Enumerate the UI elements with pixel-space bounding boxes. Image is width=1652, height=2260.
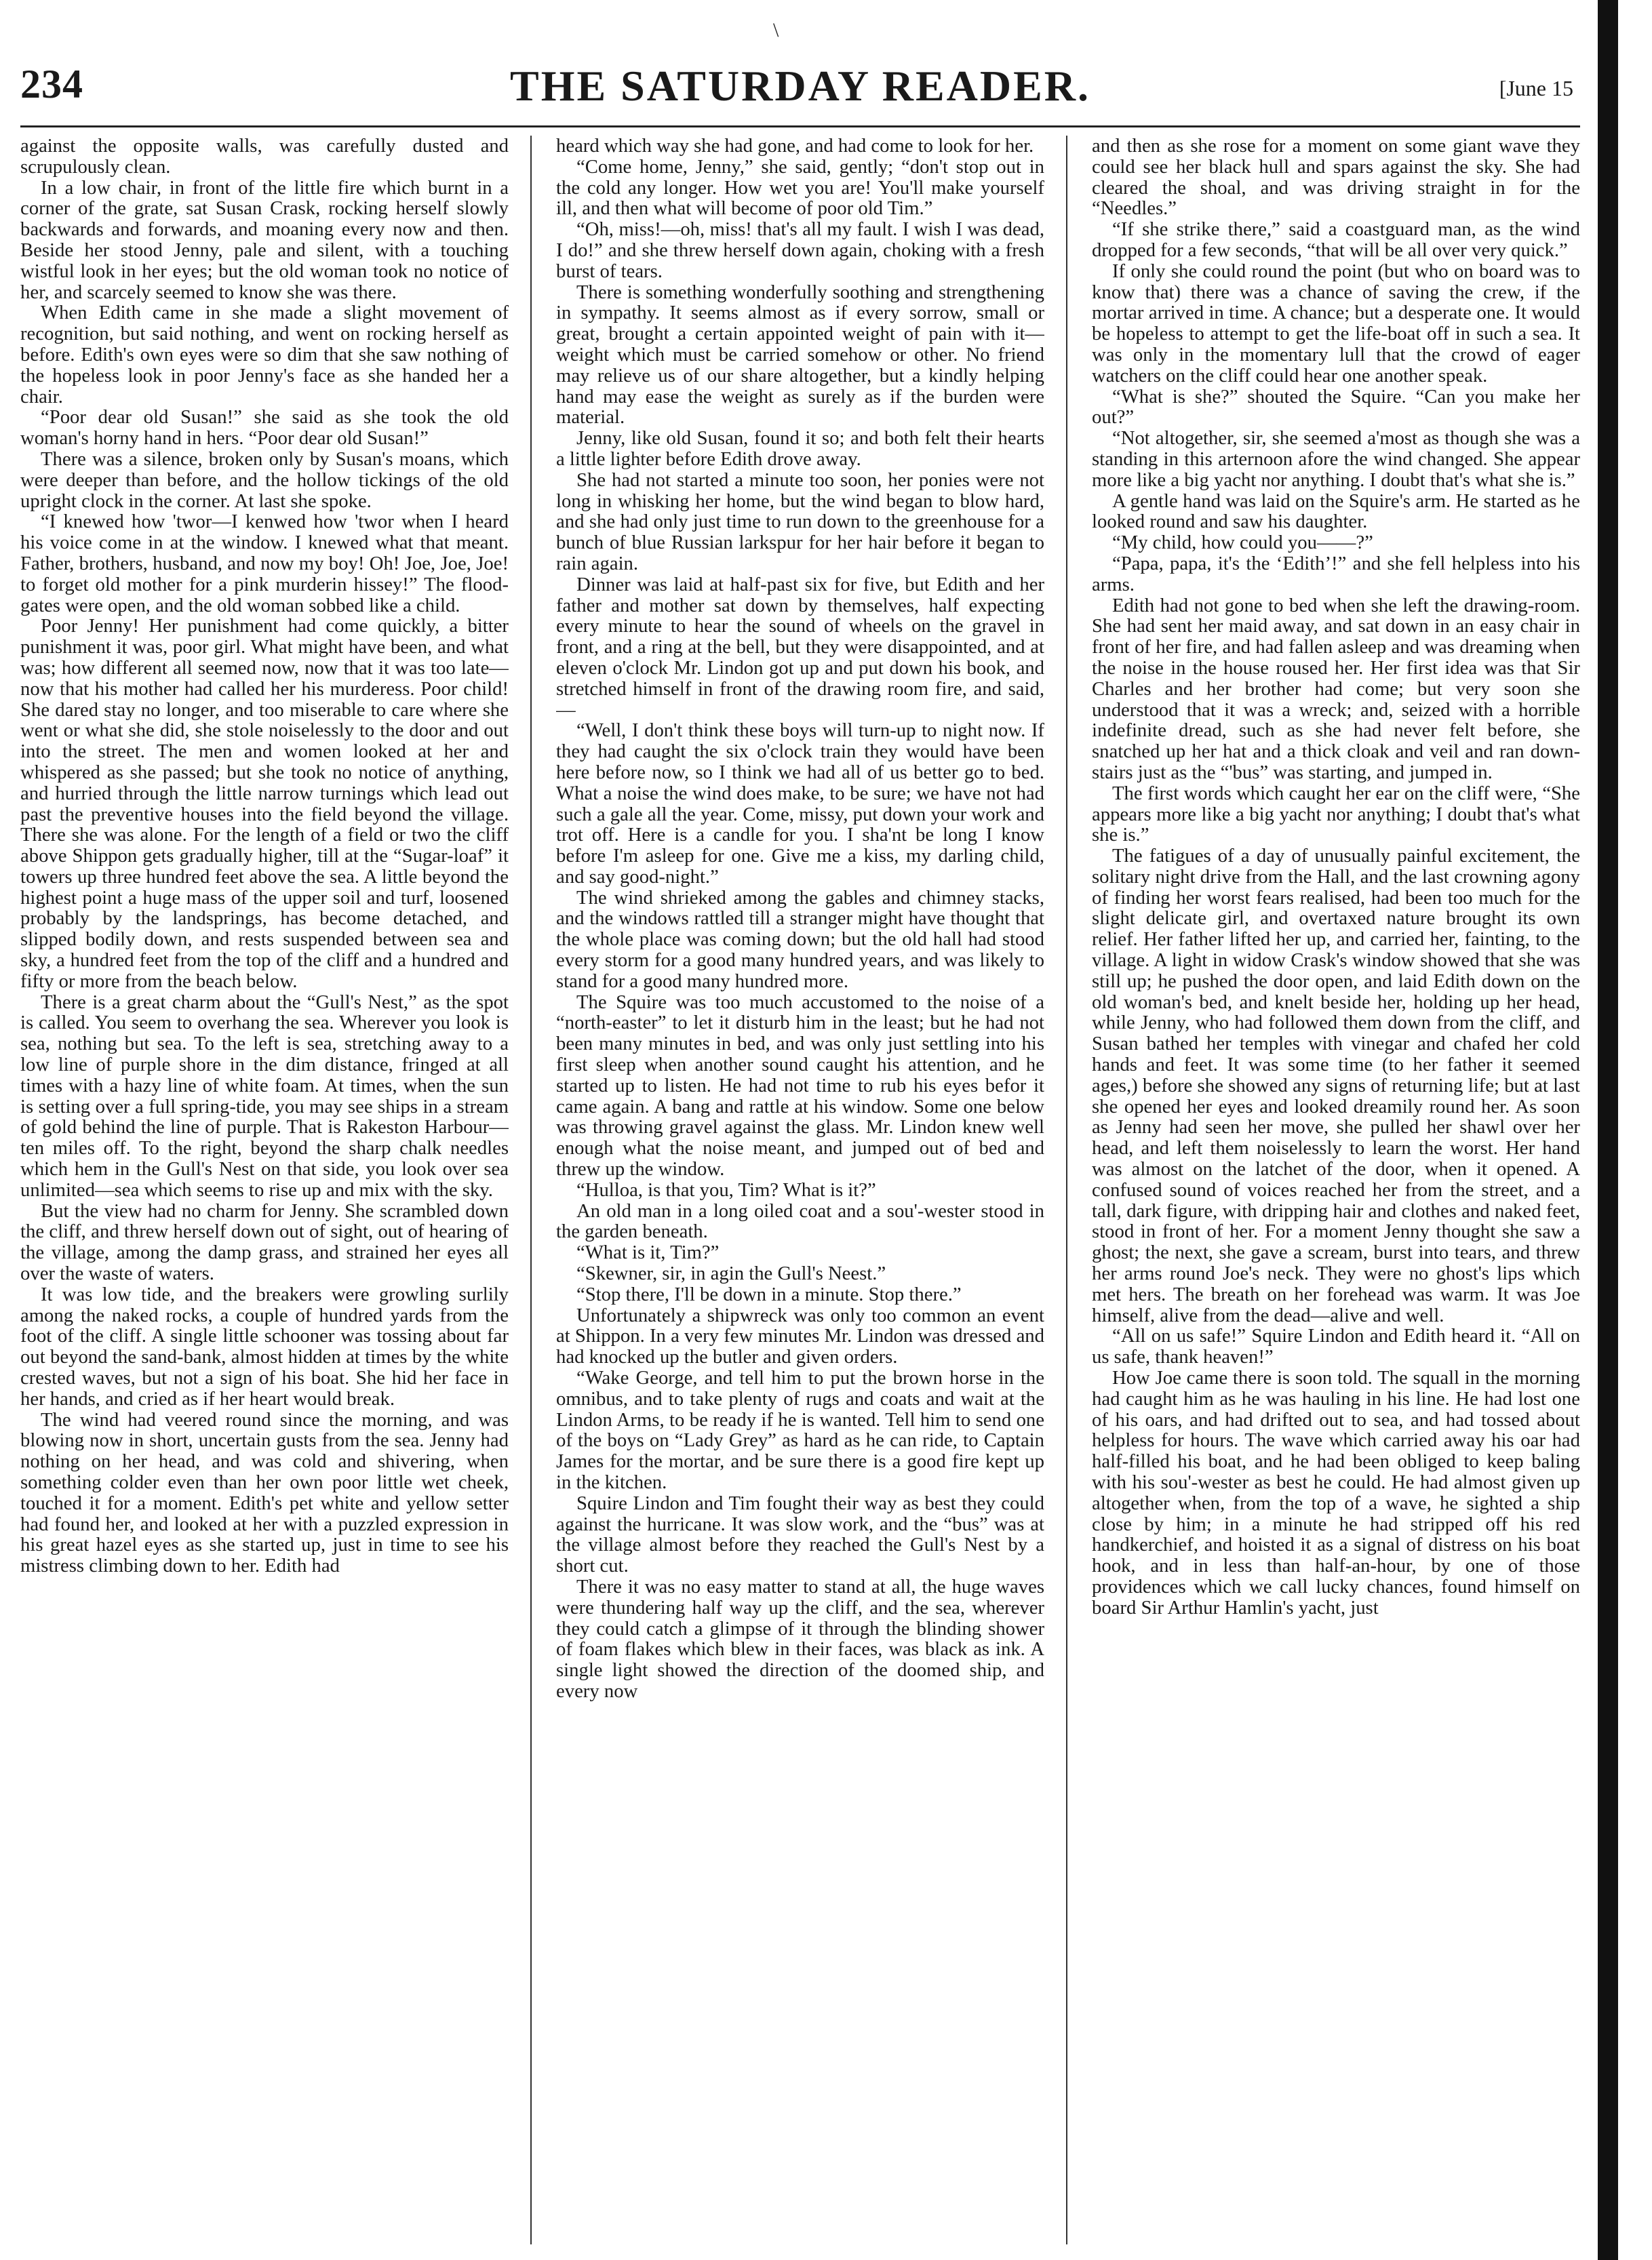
paragraph: The wind had veered round since the morning, and was blowing now in short, uncertain gusts from the sea. Jenny had nothing on her head, and was cold and shivering, when something colder even than her own poor little wet cheek, touched it for a moment. Edith's pet white and yellow setter had found her, and looked at her with a puzzled expression in his great hazel eyes as she started up, just in time to see his mistress climbing down to her. Edith had: [20, 1408, 509, 1577]
paragraph: against the opposite walls, was carefully dusted and scrupulously clean.: [20, 136, 509, 178]
issue-date: [June 15: [1499, 76, 1573, 100]
header-rule: [20, 125, 1580, 127]
column-1: [20, 136, 509, 2244]
paragraph: Dinner was laid at half-past six for five, but Edith and her father and mother sat down by themselves, half expecting every minute to hear the sound of wheels on the gravel in front, and a ring at the bell, but they were disappointed, and at eleven o'clock Mr. Lindon got up and put down his book, and stretched himself in front of the drawing room fire, and said,—: [556, 573, 1044, 721]
column-divider: [1066, 136, 1067, 2244]
masthead-title: THE SATURDAY READER.: [510, 62, 1090, 110]
paragraph: “All on us safe!” Squire Lindon and Edith heard it. “All on us safe, thank heaven!”: [1092, 1325, 1580, 1368]
paragraph: If only she could round the point (but who on board was to know that) there was a chance of saving the crew, if the mortar arrived in time. A chance; but a desperate one. It would be hopeless to attempt to get the life-boat off in such a sea. It was only in the momentary lull that the crowd of eager watchers on the cliff could hear one another speak.: [1092, 260, 1580, 386]
paragraph: Squire Lindon and Tim fought their way as best they could against the hurricane. It was slow work, and the “bus” was at the village almost before they reached the Gull's Nest by a short cut.: [556, 1492, 1044, 1577]
paragraph: heard which way she had gone, and had come to look for her.: [556, 136, 1034, 157]
paragraph: In a low chair, in front of the little fire which burnt in a corner of the grate, sat Susan Crask, rocking herself slowly backwards and forwards, and moaning every now and then. Beside her stood Jenny, pale and silent, with a touching wistful look in her eyes; but the old woman took no notice of her, and scarcely seemed to know she was there.: [20, 176, 509, 303]
paragraph: The fatigues of a day of unusually painful excitement, the solitary night drive from the Hall, and the last crowning agony of finding her worst fears realised, had been too much for the slight delicate girl, and overtaxed nature brought its own relief. Her father lifted her up, and carried her, fainting, to the village. A light in widow Crask's window showed that she was still up; he pushed the door open, and laid Edith down on the old woman's bed, and knelt beside her, holding up her head, while Jenny, who had followed them down from the cliff, and Susan bathed her temples with vinegar and chafed her cold hands and feet. It was some time (to her father it seemed ages,) before she showed any signs of returning life; but at last she opened her eyes and looked dreamily round her. As soon as Jenny had seen her move, she pulled her shawl over her head, and left them noiselessly to learn the worst. Her hand was almost on the latchet of the door, when it opened. A confused sound of voices reached her from the street, and a tall, dark figure, with dripping hair and clothes and naked feet, stood in front of her. For a moment Jenny thought she saw a ghost; the next, she gave a scream, burst into tears, and threw her arms round Joe's neck. They were no ghost's lips which met hers. The breath on her forehead was warm. It was Joe himself, alive from the dead—alive and well.: [1092, 845, 1580, 1326]
paragraph: There was a silence, broken only by Susan's moans, which were deeper than before, and the hollow tickings of the old upright clock in the corner. At last she spoke.: [20, 448, 509, 512]
paragraph: “Not altogether, sir, she seemed a'most as though she was a standing in this arternoon afore the wind changed. She appear more like a big yacht nor anything. I doubt that's what she is.”: [1092, 427, 1580, 491]
page-header: [20, 61, 1580, 122]
paragraph: But the view had no charm for Jenny. She scrambled down the cliff, and threw herself down out of sight, out of hearing of the village, among the damp grass, and strained her eyes all over the waste of waters.: [20, 1200, 509, 1285]
paragraph: The first words which caught her ear on the cliff were, “She appears more like a big yacht nor anything; I doubt that's what she is.”: [1092, 782, 1580, 846]
paragraph: Jenny, like old Susan, found it so; and both felt their hearts a little lighter before Edith drove away.: [556, 427, 1044, 470]
scan-edge-bar: [1598, 0, 1618, 2260]
paragraph: There it was no easy matter to stand at all, the huge waves were thundering half way up the cliff, and the sea, wherever they could catch a glimpse of it through the blinding shower of foam flakes which blew in their faces, was black as ink. A single light showed the direction of the doomed ship, and every now: [556, 1575, 1044, 1702]
paragraph: “Skewner, sir, in agin the Gull's Neest.”: [576, 1263, 886, 1285]
paragraph: It was low tide, and the breakers were growling surlily among the naked rocks, a couple of hundred yards from the foot of the cliff. A single little schooner was tossing about far out beyond the sand-bank, almost hidden at times by the white crested waves, but not a sign of his boat. She hid her face in her hands, and cried as if her heart would break.: [20, 1283, 509, 1410]
paragraph: “Stop there, I'll be down in a minute. Stop there.”: [576, 1283, 962, 1305]
paragraph: and then as she rose for a moment on some giant wave they could see her black hull and spars against the sky. She had cleared the shoal, and was driving straight in for the “Needles.”: [1092, 136, 1580, 220]
paragraph: “Wake George, and tell him to put the brown horse in the omnibus, and to take plenty of rugs and coats and wait at the Lindon Arms, to be ready if he is wanted. Tell him to send one of the boys on “Lady Grey” as hard as he can ride, to Captain James for the mortar, and be sure there is a good fire kept up in the kitchen.: [556, 1367, 1044, 1493]
paragraph: “My child, how could you——?”: [1112, 532, 1373, 554]
paragraph: “Come home, Jenny,” she said, gently; “don't stop out in the cold any longer. How wet you are! You'll make yourself ill, and then what will become of poor old Tim.”: [556, 155, 1044, 220]
paragraph: The wind shrieked among the gables and chimney stacks, and the windows rattled till a stranger might have thought that the whole place was coming down; but the old hall had stood every storm for a good many hundred years, and was likely to stand for a good many hundred more.: [556, 886, 1044, 992]
paragraph: She had not started a minute too soon, her ponies were not long in whisking her home, but the wind began to blow hard, and she had only just time to run down to the greenhouse for a bunch of blue Russian larkspur for her hair before it began to rain again.: [556, 469, 1044, 574]
column-2: [556, 136, 1044, 2244]
paragraph: “Poor dear old Susan!” she said as she took the old woman's horny hand in hers. “Poor dear old Susan!”: [20, 406, 509, 450]
article-columns: [20, 136, 1580, 2244]
paragraph: Unfortunately a shipwreck was only too common an event at Shippon. In a very few minutes Mr. Lindon was dressed and had knocked up the butler and given orders.: [556, 1304, 1044, 1368]
paragraph: “Well, I don't think these boys will turn-up to night now. If they had caught the six o'clock train they would have been here before now, so I think we had all of us better go to bed. What a noise the wind does make, to be sure; we have not had such a gale all the year. Come, missy, put down your work and trot off. Here is a candle for you. I sha'nt be long I know before I'm asleep for one. Give me a kiss, my darling child, and say good-night.”: [556, 719, 1044, 888]
paragraph: The Squire was too much accustomed to the noise of a “north-easter” to let it disturb him in the least; but he had not been many minutes in bed, and was only just settling into his first sleep when another sound caught his attention, and he started up to listen. He had not time to rub his eyes befor it came again. A bang and rattle at his window. Some one below was throwing gravel against the glass. Mr. Lindon knew well enough what the noise meant, and jumped out of bed and threw up the window.: [556, 991, 1044, 1181]
paragraph: “What is it, Tim?”: [576, 1242, 720, 1264]
paragraph: A gentle hand was laid on the Squire's arm. He started as he looked round and saw his daughter.: [1092, 490, 1580, 533]
paragraph: “I knewed how 'twor—I kenwed how 'twor when I heard his voice come in at the window. I knewed what that meant. Father, brothers, husband, and now my boy! Oh! Joe, Joe, Joe! to forget old mother for a pink murderin hissey!” The flood-gates were open, and the old woman sobbed like a child.: [20, 511, 509, 616]
paragraph: Edith had not gone to bed when she left the drawing-room. She had sent her maid away, and sat down in an easy chair in front of her fire, and had fallen asleep and was dreaming when the noise in the house roused her. Her first idea was that Sir Charles and her brother had come; but very soon she understood that it was a wreck; and, seized with a horrible indefinite dread, such as she had never felt before, she snatched up her hat and a thick cloak and veil and ran down-stairs just as the “'bus” was starting, and jumped in.: [1092, 594, 1580, 783]
paragraph: An old man in a long oiled coat and a sou'-wester stood in the garden beneath.: [556, 1200, 1044, 1243]
paragraph: “Papa, papa, it's the ‘Edith’!” and she fell helpless into his arms.: [1092, 552, 1580, 595]
paragraph: “Oh, miss!—oh, miss! that's all my fault. I wish I was dead, I do!” and she threw herself down again, choking with a fresh burst of tears.: [556, 218, 1044, 282]
column-3: [1092, 136, 1580, 2244]
page-number: 234: [20, 62, 83, 106]
column-divider: [530, 136, 532, 2244]
paragraph: When Edith came in she made a slight movement of recognition, but said nothing, and went on rocking herself as before. Edith's own eyes were so dim that she saw nothing of the hopeless look in poor Jenny's face as she handed her a chair.: [20, 302, 509, 408]
paragraph: “Hulloa, is that you, Tim? What is it?”: [576, 1178, 876, 1201]
paragraph: How Joe came there is soon told. The squall in the morning had caught him as he was hauling in his line. He had lost one of his oars, and had drifted out to sea, and had tossed about helpless for hours. The wave which carried away his oar had half-filled his boat, and he had been obliged to keep baling with his sou'-wester as best he could. He had almost given up altogether when, from the top of a wave, he sighted a ship close by him; in a minute he had stripped off his red handkerchief, and hoisted it as a signal of distress on his boat hook, and in less than half-an-hour, by one of those providences which we call lucky chances, found himself on board Sir Arthur Hamlin's yacht, just: [1092, 1367, 1580, 1619]
paragraph: “What is she?” shouted the Squire. “Can you make her out?”: [1092, 385, 1580, 429]
paragraph: “If she strike there,” said a coastguard man, as the wind dropped for a few seconds, “that will be all over very quick.”: [1092, 218, 1580, 261]
paragraph: There is something wonderfully soothing and strengthening in sympathy. It seems almost as if every sorrow, small or great, brought a certain appointed weight of pain with it—weight which must be carried somehow or other. No friend may relieve us of our share altogether, but a kindly helping hand may ease the weight as surely as if the burden were material.: [556, 281, 1044, 429]
paragraph: There is a great charm about the “Gull's Nest,” as the spot is called. You seem to overhang the sea. Wherever you look is sea, nothing but sea. To the left is sea, stretching away to a low line of purple shore in the dim distance, fringed at all times with a hazy line of white foam. At times, when the sun is setting over a full spring-tide, you may see ships in a stream of gold behind the line of purple. That is Rakeston Harbour—ten miles off. To the right, beyond the sharp chalk needles which hem in the Gull's Nest on that side, you look over sea unlimited—sea which seems to rise up and mix with the sky.: [20, 991, 509, 1201]
paragraph: Poor Jenny! Her punishment had come quickly, a bitter punishment it was, poor girl. What might have been, and what was; how different all seemed now, now that it was too late—now that his mother had called her his murderess. Poor child! She dared stay no longer, and too miserable to care where she went or what she did, she stole noiselessly to the door and out into the street. The men and women looked at her and whispered as she passed; but she took no notice of anything, and hurried through the little narrow turnings which lead out past the preventive houses into the field beyond the village. There she was alone. For the length of a field or two the cliff above Shippon gets gradually higher, till at the “Sugar-loaf” it towers up three hundred feet above the sea. A little beyond the highest point a huge mass of the upper soil and turf, loosened probably by the landsprings, has become detached, and slipped bodily down, and rests suspended between sea and sky, a hundred feet from the top of the cliff and a hundred and fifty or more from the beach below.: [20, 615, 509, 992]
print-mark: \: [773, 19, 779, 41]
